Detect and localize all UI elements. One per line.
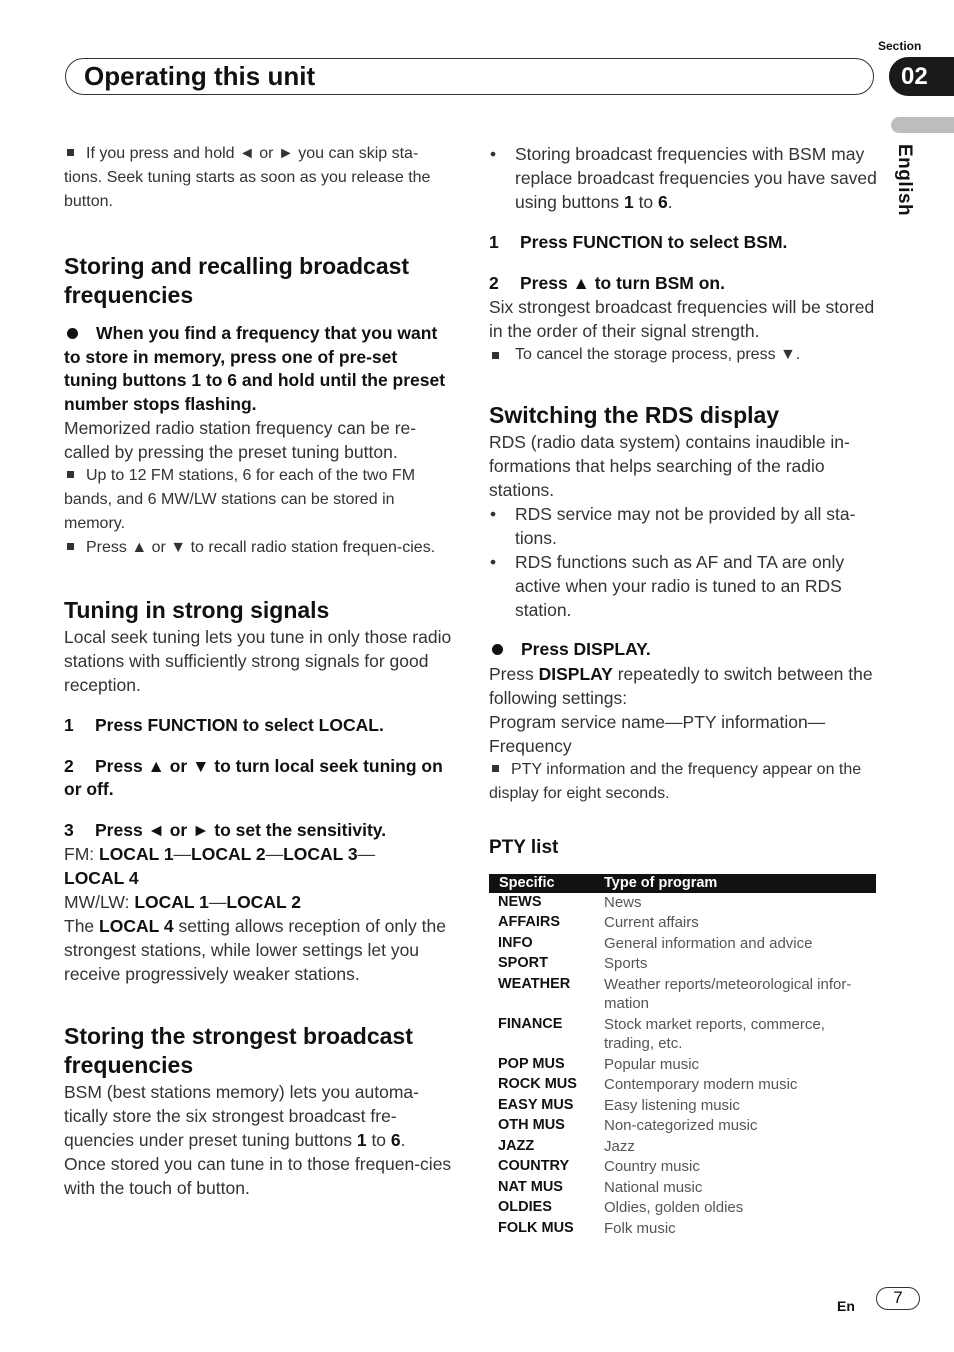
rds-bullet-2: • RDS functions such as AF and TA are only active when your radio is tuned to an RDS station.: [489, 550, 877, 622]
store-body: Memorized radio station frequency can be re-called by pressing the preset tuning button.: [64, 418, 417, 462]
table-row: [489, 1096, 876, 1117]
cancel-note: To cancel the storage process, press ▼.: [489, 343, 877, 367]
pty-code: FINANCE: [498, 1015, 563, 1032]
table-row: [489, 913, 876, 934]
display-note: PTY information and the frequency appear on the display for eight seconds.: [489, 760, 862, 802]
display-body: Press DISPLAY repeatedly to switch between the following settings:: [489, 663, 873, 708]
pty-table: [489, 874, 876, 1240]
table-row: [489, 1198, 876, 1219]
bsm-step-1: 1 Press FUNCTION to select BSM.: [489, 232, 788, 252]
pty-code: INFO: [498, 934, 533, 951]
square-bullet-icon: [67, 471, 74, 478]
pty-col-type: Type of program: [604, 874, 876, 893]
table-row: [489, 1055, 876, 1076]
pty-code: OLDIES: [498, 1199, 552, 1215]
local4-description: The LOCAL 4 setting allows reception of only the strongest stations, while lower settings let you receive progressively weaker stations.: [64, 916, 446, 984]
pty-code: FOLK MUS: [498, 1219, 574, 1236]
display-sequence: Program service name—PTY information—Frequency: [489, 711, 826, 756]
intro-note: If you press and hold ◄ or ► you can skip sta-tions. Seek tuning starts as soon as you release the button.: [64, 145, 431, 210]
pty-description: Non-categorized music: [604, 1117, 758, 1134]
table-row: [489, 1116, 876, 1137]
pty-description: Folk music: [604, 1219, 676, 1237]
pty-description: Easy listening music: [604, 1096, 740, 1114]
pty-description: National music: [604, 1178, 703, 1196]
filled-circle-icon: [67, 328, 78, 339]
pty-description: Oldies, golden oldies: [604, 1199, 744, 1216]
pty-description: Popular music: [604, 1055, 700, 1073]
square-bullet-icon: [67, 149, 74, 156]
store-step: When you find a frequency that you want to store in memory, press one of pre-set tuning buttons 1 to 6 and hold until the preset number stops flashing.: [64, 323, 446, 414]
pty-description: General information and advice: [604, 934, 813, 952]
pty-description: Weather reports/meteorological infor-mation: [604, 975, 852, 1012]
pty-code: SPORT: [498, 955, 548, 971]
pty-code: JAZZ: [498, 1137, 535, 1154]
square-bullet-icon: [492, 352, 499, 359]
tuning-heading: Tuning in strong signals: [64, 597, 330, 623]
table-row: [489, 1157, 876, 1178]
table-row: [489, 1137, 876, 1158]
table-row: [489, 1015, 876, 1055]
pty-code: ROCK MUS: [498, 1076, 577, 1092]
pty-code: COUNTRY: [498, 1158, 570, 1174]
pty-description: Country music: [604, 1158, 700, 1175]
language-label: English: [894, 144, 915, 217]
pty-description: Stock market reports, commerce, trading, etc.: [604, 1015, 825, 1052]
pty-description: News: [604, 893, 642, 911]
store-note-1: Up to 12 FM stations, 6 for each of the two FM bands, and 6 MW/LW stations can be stored in memory.: [64, 467, 416, 532]
pty-description: Current affairs: [604, 914, 699, 931]
left-column: [64, 142, 454, 1200]
table-row: [489, 934, 876, 955]
bsm-warning-bullet: • Storing broadcast frequencies with BSM may replace broadcast frequencies you have saved using buttons 1 to 6.: [489, 142, 877, 214]
display-step: Press DISPLAY.: [489, 638, 877, 662]
table-row: [489, 954, 876, 975]
pty-description: Contemporary modern music: [604, 1076, 798, 1093]
page-title: Operating this unit: [84, 61, 316, 91]
table-row: [489, 893, 876, 914]
table-row: [489, 1075, 876, 1096]
mw-settings: MW/LW: LOCAL 1—LOCAL 2: [64, 892, 301, 912]
section-number-badge: 02: [889, 57, 954, 96]
rds-heading: Switching the RDS display: [489, 402, 780, 428]
table-row: [489, 975, 876, 1015]
rds-body: RDS (radio data system) contains inaudible in-formations that helps searching of the radio stations.: [489, 432, 850, 500]
tuning-body: Local seek tuning lets you tune in only those radio stations with sufficiently strong signals for good reception.: [64, 627, 452, 695]
filled-circle-icon: [492, 644, 503, 655]
store-heading: Storing and recalling broadcast frequencies: [64, 253, 410, 308]
pty-code: NEWS: [498, 893, 542, 910]
bsm-step-2: 2 Press ▲ to turn BSM on.: [489, 273, 725, 293]
section-label: Section: [878, 39, 922, 53]
language-tab: [891, 117, 954, 133]
right-column: [489, 142, 877, 1239]
bsm-heading: Storing the strongest broadcast frequencies: [64, 1023, 413, 1078]
table-row: [489, 1219, 876, 1240]
store-note-2: Press ▲ or ▼ to recall radio station frequen-cies.: [64, 536, 454, 560]
pty-code: EASY MUS: [498, 1096, 574, 1113]
pty-code: POP MUS: [498, 1055, 565, 1072]
pty-code: OTH MUS: [498, 1117, 565, 1133]
pty-code: AFFAIRS: [498, 914, 561, 930]
pty-description: Sports: [604, 955, 648, 972]
fm-settings: FM: LOCAL 1—LOCAL 2—LOCAL 3— LOCAL 4: [64, 844, 376, 888]
square-bullet-icon: [67, 543, 74, 550]
pty-table-header: [489, 874, 876, 893]
table-row: [489, 1178, 876, 1199]
pty-code: WEATHER: [498, 975, 571, 992]
page-number: 7: [876, 1287, 920, 1310]
pty-code: NAT MUS: [498, 1178, 563, 1195]
footer-language: En: [837, 1298, 855, 1314]
pty-col-specific: Specific: [489, 874, 604, 893]
square-bullet-icon: [492, 765, 499, 772]
bsm-body-2: Once stored you can tune in to those frequen-cies with the touch of button.: [64, 1154, 452, 1198]
pty-description: Jazz: [604, 1137, 635, 1155]
pty-table-body: [489, 893, 876, 1240]
tuning-step-2: 2 Press ▲ or ▼ to turn local seek tuning on or off.: [64, 756, 443, 799]
tuning-step-3: 3 Press ◄ or ► to set the sensitivity.: [64, 820, 387, 840]
pty-heading: PTY list: [489, 836, 559, 858]
tuning-step-1: 1 Press FUNCTION to select LOCAL.: [64, 715, 384, 735]
bsm-body: BSM (best stations memory) lets you automa-tically store the six strongest broadcast fre-quencies under preset tuning buttons 1 to 6.: [64, 1082, 419, 1150]
rds-bullet-1: • RDS service may not be provided by all sta-tions.: [489, 502, 877, 550]
bsm-step-2-body: Six strongest broadcast frequencies will be stored in the order of their signal strength.: [489, 297, 875, 341]
